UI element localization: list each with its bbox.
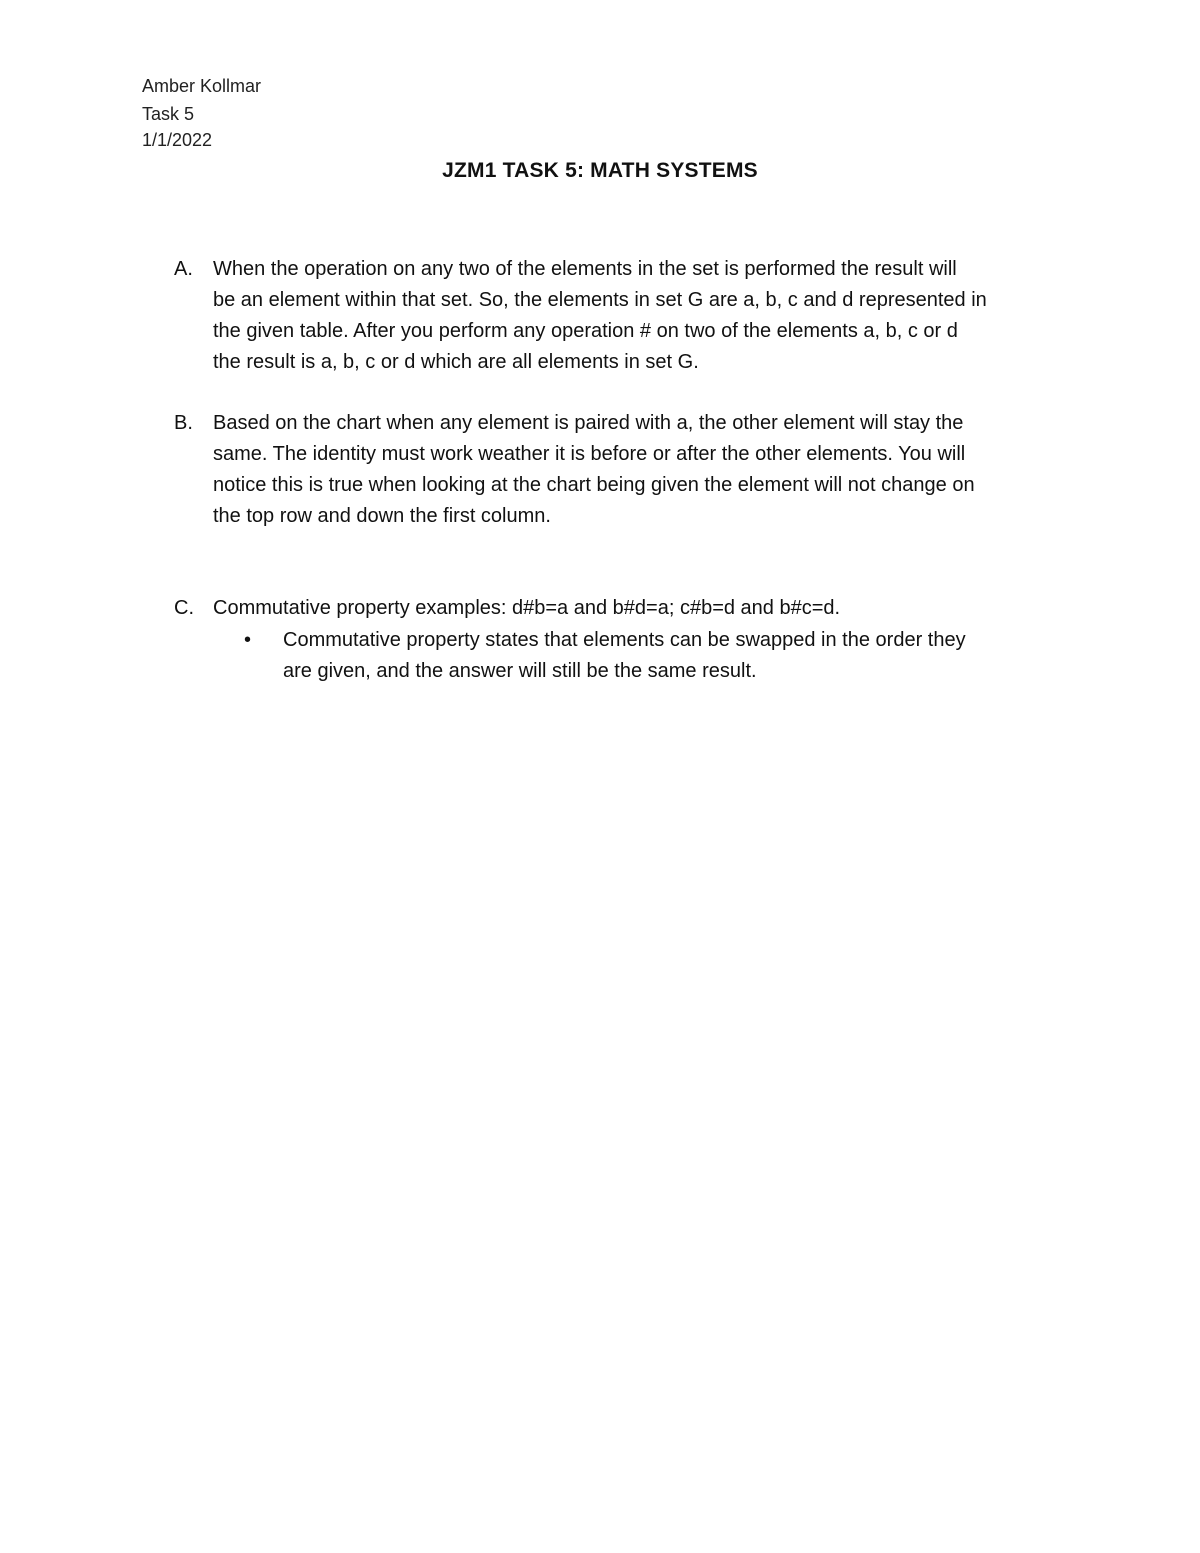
list-marker-b: B. — [174, 412, 193, 434]
task-label: Task 5 — [142, 104, 195, 124]
bullet-icon: • — [244, 629, 252, 651]
bullet-item-text — [283, 625, 1053, 687]
text-line: be an element within that set. So, the elements in set G are a, b, c and d represented in — [213, 289, 987, 311]
text-line: the result is a, b, c or d which are all elements in set G. — [213, 351, 699, 373]
text-line: same. The identity must work weather it is before or after the other elements. You will — [213, 443, 966, 465]
author-name: Amber Kollmar — [142, 76, 262, 96]
text-line: Based on the chart when any element is paired with a, the other element will stay the — [213, 412, 964, 434]
text-line: are given, and the answer will still be the same result. — [283, 660, 757, 682]
text-line: Commutative property states that elements can be swapped in the order they — [283, 629, 966, 651]
list-item-a-text — [213, 254, 1053, 378]
text-line: notice this is true when looking at the chart being given the element will not change on — [213, 474, 975, 496]
text-line: the top row and down the first column. — [213, 505, 551, 527]
text-line: the given table. After you perform any operation # on two of the elements a, b, c or d — [213, 320, 958, 342]
list-marker-a: A. — [174, 258, 193, 280]
text-line: Commutative property examples: d#b=a and b#d=a; c#b=d and b#c=d. — [213, 597, 841, 619]
document-title: JZM1 TASK 5: MATH SYSTEMS — [442, 159, 758, 182]
list-marker-c: C. — [174, 597, 194, 619]
list-item-c-text — [213, 593, 1053, 624]
date-label: 1/1/2022 — [142, 130, 213, 150]
list-item-b-text — [213, 408, 1053, 532]
text-line: When the operation on any two of the elements in the set is performed the result will — [213, 258, 957, 280]
